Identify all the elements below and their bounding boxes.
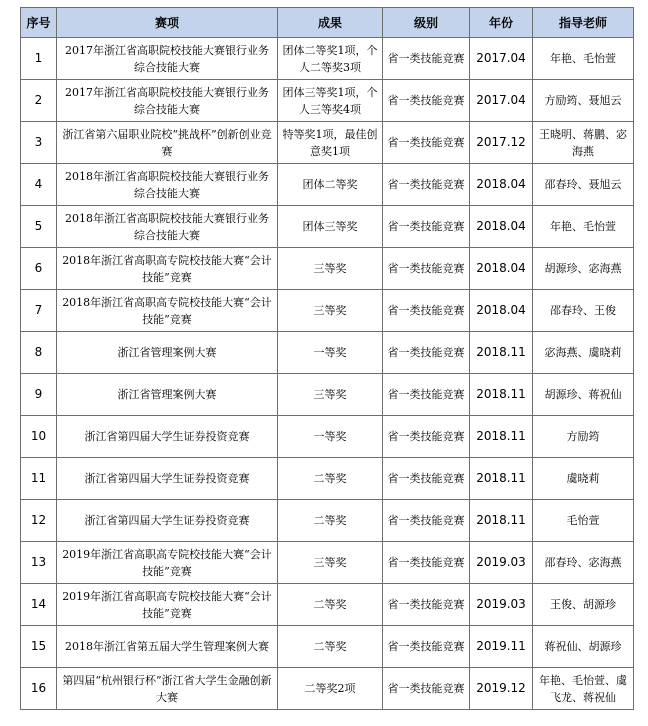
cell-no: 14 — [21, 584, 57, 626]
cell-year: 2019.03 — [470, 584, 533, 626]
cell-teacher: 方励筠 — [533, 416, 634, 458]
cell-level: 省一类技能竞赛 — [383, 290, 470, 332]
cell-year: 2018.11 — [470, 416, 533, 458]
cell-event: 浙江省第四届大学生证券投资竞赛 — [57, 458, 278, 500]
cell-teacher: 年艳、毛怡萱、虞飞龙、蒋祝仙 — [533, 668, 634, 710]
header-teacher: 指导老师 — [533, 8, 634, 38]
cell-level: 省一类技能竞赛 — [383, 416, 470, 458]
table-row — [21, 416, 634, 458]
cell-year: 2017.12 — [470, 122, 533, 164]
table-row — [21, 80, 634, 122]
cell-result: 二等奖 — [278, 500, 383, 542]
header-level: 级别 — [383, 8, 470, 38]
cell-level: 省一类技能竞赛 — [383, 542, 470, 584]
cell-no: 13 — [21, 542, 57, 584]
cell-no: 3 — [21, 122, 57, 164]
cell-result: 团体二等奖1项，个人二等奖3项 — [278, 38, 383, 80]
table-row — [21, 458, 634, 500]
cell-level: 省一类技能竞赛 — [383, 584, 470, 626]
cell-event: 2018年浙江省高职高专院校技能大赛“会计技能”竞赛 — [57, 248, 278, 290]
cell-no: 1 — [21, 38, 57, 80]
awards-table — [20, 7, 634, 710]
cell-event: 2019年浙江省高职高专院校技能大赛“会计技能”竞赛 — [57, 542, 278, 584]
cell-result: 三等奖 — [278, 290, 383, 332]
table-header-row — [21, 8, 634, 38]
cell-no: 5 — [21, 206, 57, 248]
cell-level: 省一类技能竞赛 — [383, 458, 470, 500]
cell-event: 浙江省第四届大学生证券投资竞赛 — [57, 500, 278, 542]
cell-event: 浙江省管理案例大赛 — [57, 374, 278, 416]
cell-year: 2019.12 — [470, 668, 533, 710]
cell-teacher: 年艳、毛怡萱 — [533, 38, 634, 80]
cell-year: 2018.11 — [470, 458, 533, 500]
cell-teacher: 宓海燕、虞晓莉 — [533, 332, 634, 374]
cell-year: 2019.03 — [470, 542, 533, 584]
cell-level: 省一类技能竞赛 — [383, 206, 470, 248]
cell-event: 2019年浙江省高职高专院校技能大赛“会计技能”竞赛 — [57, 584, 278, 626]
cell-result: 二等奖 — [278, 458, 383, 500]
table-row — [21, 290, 634, 332]
cell-event: 2018年浙江省高职院校技能大赛银行业务综合技能大赛 — [57, 164, 278, 206]
cell-no: 15 — [21, 626, 57, 668]
cell-teacher: 年艳、毛怡萱 — [533, 206, 634, 248]
table-row — [21, 332, 634, 374]
table-row — [21, 500, 634, 542]
cell-result: 二等奖 — [278, 584, 383, 626]
cell-teacher: 虞晓莉 — [533, 458, 634, 500]
cell-event: 浙江省第六届职业院校“挑战杯”创新创业竞赛 — [57, 122, 278, 164]
awards-table-container — [20, 7, 634, 710]
cell-year: 2018.04 — [470, 206, 533, 248]
cell-result: 团体三等奖 — [278, 206, 383, 248]
cell-event: 浙江省第四届大学生证券投资竞赛 — [57, 416, 278, 458]
cell-event: 2018年浙江省高职院校技能大赛银行业务综合技能大赛 — [57, 206, 278, 248]
table-row — [21, 38, 634, 80]
cell-level: 省一类技能竞赛 — [383, 374, 470, 416]
cell-result: 特等奖1项，最佳创意奖1项 — [278, 122, 383, 164]
cell-result: 三等奖 — [278, 542, 383, 584]
cell-year: 2017.04 — [470, 38, 533, 80]
cell-result: 二等奖 — [278, 626, 383, 668]
cell-year: 2018.11 — [470, 374, 533, 416]
cell-level: 省一类技能竞赛 — [383, 332, 470, 374]
cell-year: 2018.11 — [470, 332, 533, 374]
cell-teacher: 蒋祝仙、胡源珍 — [533, 626, 634, 668]
cell-result: 团体三等奖1项，个人三等奖4项 — [278, 80, 383, 122]
cell-teacher: 胡源珍、宓海燕 — [533, 248, 634, 290]
cell-year: 2018.04 — [470, 290, 533, 332]
cell-result: 一等奖 — [278, 416, 383, 458]
table-row — [21, 206, 634, 248]
table-row — [21, 626, 634, 668]
cell-level: 省一类技能竞赛 — [383, 626, 470, 668]
cell-level: 省一类技能竞赛 — [383, 122, 470, 164]
cell-teacher: 毛怡萱 — [533, 500, 634, 542]
cell-year: 2018.04 — [470, 248, 533, 290]
cell-teacher: 邵春玲、王俊 — [533, 290, 634, 332]
cell-event: 第四届“杭州银行杯”浙江省大学生金融创新大赛 — [57, 668, 278, 710]
cell-teacher: 王俊、胡源珍 — [533, 584, 634, 626]
table-row — [21, 542, 634, 584]
cell-event: 2017年浙江省高职院校技能大赛银行业务综合技能大赛 — [57, 38, 278, 80]
cell-no: 11 — [21, 458, 57, 500]
cell-level: 省一类技能竞赛 — [383, 164, 470, 206]
header-no: 序号 — [21, 8, 57, 38]
cell-event: 浙江省管理案例大赛 — [57, 332, 278, 374]
header-year: 年份 — [470, 8, 533, 38]
cell-no: 9 — [21, 374, 57, 416]
table-row — [21, 668, 634, 710]
cell-no: 7 — [21, 290, 57, 332]
table-body — [21, 38, 634, 710]
cell-event: 2018年浙江省高职高专院校技能大赛“会计技能”竞赛 — [57, 290, 278, 332]
table-row — [21, 374, 634, 416]
cell-teacher: 王晓明、蒋鹏、宓海燕 — [533, 122, 634, 164]
cell-year: 2017.04 — [470, 80, 533, 122]
cell-teacher: 方励筠、聂旭云 — [533, 80, 634, 122]
cell-event: 2018年浙江省第五届大学生管理案例大赛 — [57, 626, 278, 668]
cell-no: 6 — [21, 248, 57, 290]
table-row — [21, 122, 634, 164]
table-row — [21, 164, 634, 206]
cell-year: 2019.11 — [470, 626, 533, 668]
cell-teacher: 邵春玲、聂旭云 — [533, 164, 634, 206]
table-row — [21, 584, 634, 626]
header-result: 成果 — [278, 8, 383, 38]
cell-result: 三等奖 — [278, 248, 383, 290]
cell-level: 省一类技能竞赛 — [383, 500, 470, 542]
cell-event: 2017年浙江省高职院校技能大赛银行业务综合技能大赛 — [57, 80, 278, 122]
cell-level: 省一类技能竞赛 — [383, 80, 470, 122]
cell-no: 10 — [21, 416, 57, 458]
cell-teacher: 胡源珍、蒋祝仙 — [533, 374, 634, 416]
cell-no: 12 — [21, 500, 57, 542]
cell-result: 三等奖 — [278, 374, 383, 416]
cell-no: 4 — [21, 164, 57, 206]
cell-level: 省一类技能竞赛 — [383, 38, 470, 80]
cell-result: 二等奖2项 — [278, 668, 383, 710]
cell-no: 8 — [21, 332, 57, 374]
cell-level: 省一类技能竞赛 — [383, 668, 470, 710]
cell-level: 省一类技能竞赛 — [383, 248, 470, 290]
header-event: 赛项 — [57, 8, 278, 38]
cell-no: 2 — [21, 80, 57, 122]
table-row — [21, 248, 634, 290]
cell-teacher: 邵春玲、宓海燕 — [533, 542, 634, 584]
cell-year: 2018.04 — [470, 164, 533, 206]
cell-result: 一等奖 — [278, 332, 383, 374]
cell-no: 16 — [21, 668, 57, 710]
cell-year: 2018.11 — [470, 500, 533, 542]
cell-result: 团体二等奖 — [278, 164, 383, 206]
